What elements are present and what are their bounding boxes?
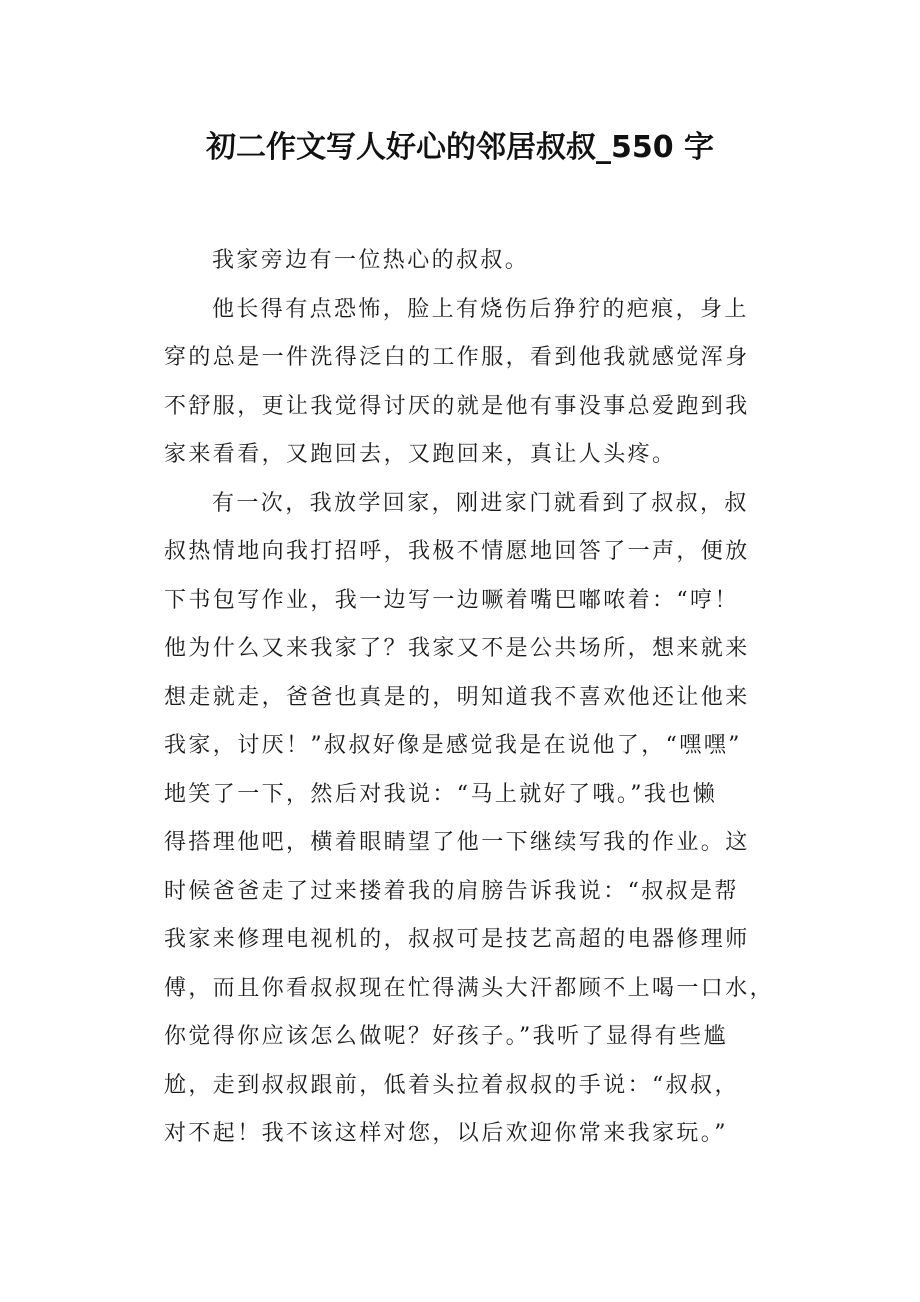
paragraph-line: 傅，而且你看叔叔现在忙得满头大汗都顾不上喝一口水， (164, 975, 775, 1001)
essay-body (164, 237, 774, 1159)
paragraph-line: 他长得有点恐怖，脸上有烧伤后狰狞的疤痕，身上 (212, 296, 749, 322)
paragraph-line: 时候爸爸走了过来搂着我的肩膀告诉我说：“叔叔是帮 (164, 878, 739, 904)
paragraph-line: 家来看看，又跑回去，又跑回来，真让人头疼。 (164, 442, 677, 467)
paragraph-line: 我家来修理电视机的，叔叔可是技艺高超的电器修理师 (164, 927, 750, 952)
paragraph-line: 尬，走到叔叔跟前，低着头拉着叔叔的手说：“叔叔， (164, 1072, 739, 1098)
paragraph-line: 我家，讨厌！”叔叔好像是感觉我是在说他了，“嘿嘿” (164, 733, 742, 758)
paragraph-line: 想走就走，爸爸也真是的，明知道我不喜欢他还让他来 (164, 684, 750, 710)
paragraph-line: 我家旁边有一位热心的叔叔。 (212, 248, 530, 273)
document-title: 初二作文写人好心的邻居叔叔_550 字 (205, 130, 715, 165)
paragraph-line: 不舒服，更让我觉得讨厌的就是他有事没事总爱跑到我 (164, 393, 750, 419)
paragraph-line: 你觉得你应该怎么做呢？好孩子。”我听了显得有些尴 (164, 1024, 728, 1049)
paragraph-line: 有一次，我放学回家，刚进家门就看到了叔叔，叔 (212, 490, 749, 516)
paragraph-line: 地笑了一下，然后对我说：“马上就好了哦。”我也懒 (164, 781, 718, 807)
paragraph-line: 他为什么又来我家了？我家又不是公共场所，想来就来 (164, 636, 750, 661)
paragraph-line: 下书包写作业，我一边写一边噘着嘴巴嘟哝着：“哼！ (164, 587, 739, 613)
paragraph-line: 得搭理他吧，横着眼睛望了他一下继续写我的作业。这 (164, 830, 750, 855)
paragraph-line: 叔热情地向我打招呼，我极不情愿地回答了一声，便放 (164, 539, 750, 564)
paragraph-line: 穿的总是一件洗得泛白的工作服，看到他我就感觉浑身 (164, 345, 750, 370)
paragraph-line: 对不起！我不该这样对您，以后欢迎你常来我家玩。” (164, 1121, 728, 1146)
